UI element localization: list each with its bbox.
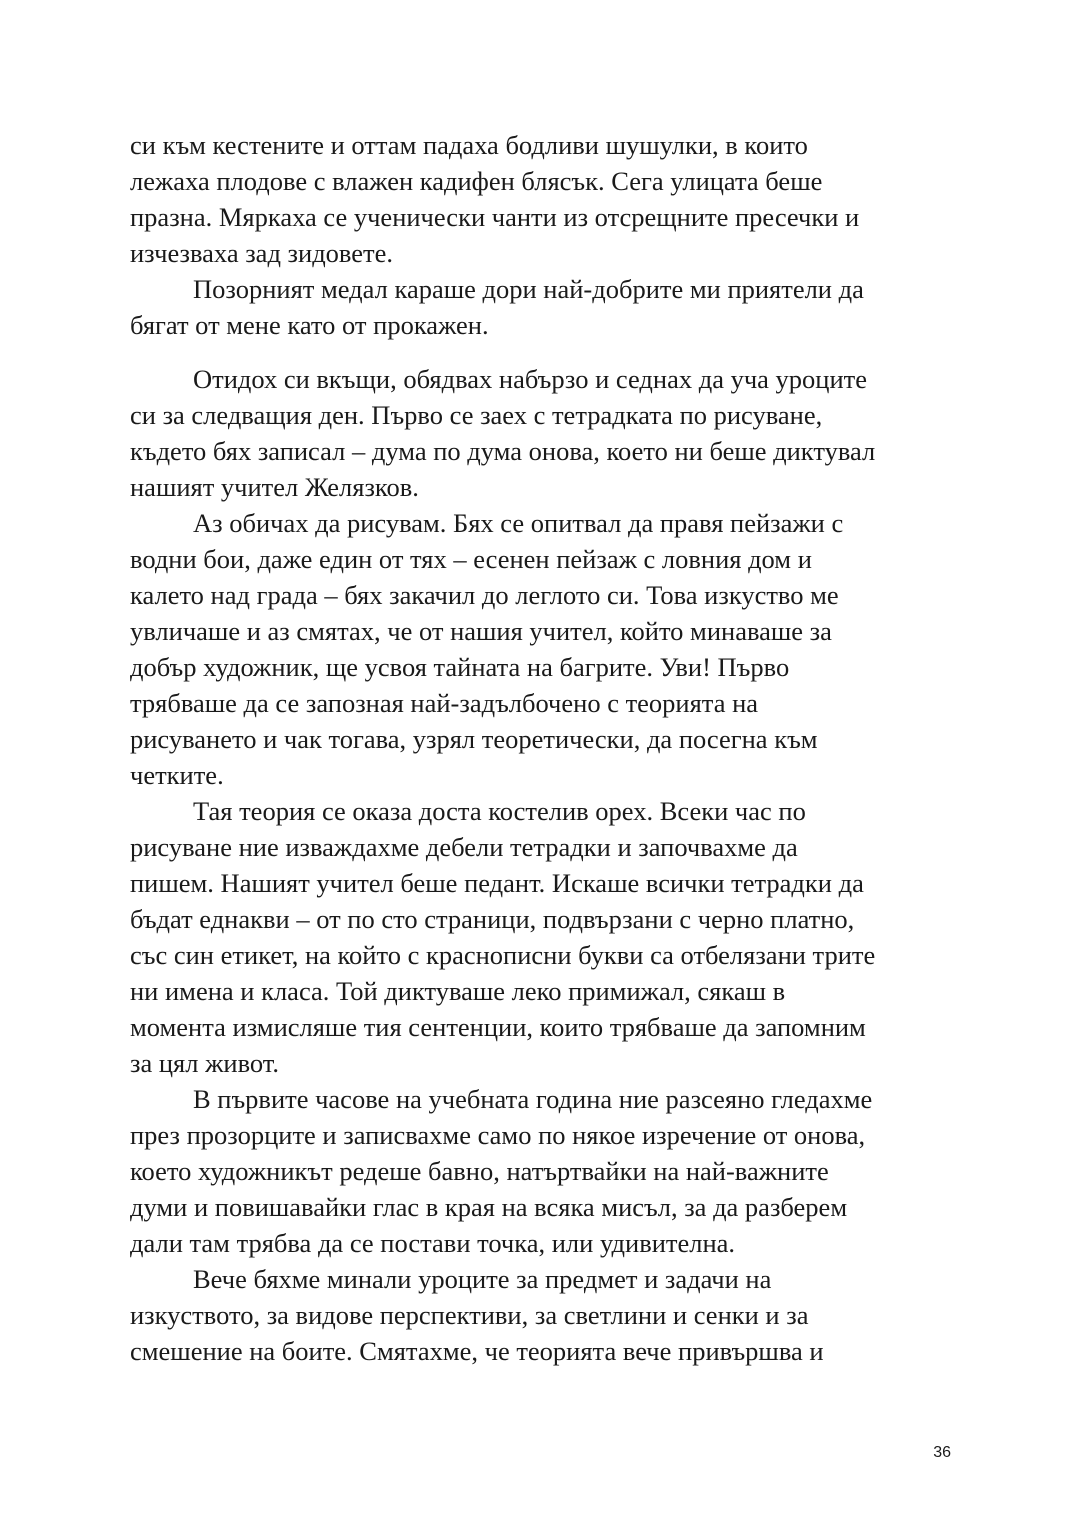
text-line: рисуването и чак тогава, узрял теоретически, да посегна към	[130, 724, 818, 754]
paragraph-first-line: В първите часове на учебната година ние разсеяно гледахме	[193, 1084, 873, 1114]
paragraph-first-line: Вече бяхме минали уроците за предмет и задачи на	[193, 1264, 772, 1294]
text-line: празна. Мяркаха се ученически чанти из отсрещните пресечки и	[130, 202, 860, 232]
paragraph-first-line: Отидох си вкъщи, обядвах набързо и седнах да уча уроците	[193, 364, 868, 394]
text-line: си за следващия ден. Първо се заех с тетрадката по рисуване,	[130, 400, 823, 430]
text-line: бягат от мене като от прокажен.	[130, 310, 489, 340]
text-line: увличаше и аз смятах, че от нашия учител, който минаваше за	[130, 616, 832, 646]
text-line: лежаха плодове с влажен кадифен блясък. Сега улицата беше	[130, 166, 823, 196]
text-line: калето над града – бях закачил до леглото си. Това изкуство ме	[130, 580, 839, 610]
paragraph-first-line: Аз обичах да рисувам. Бях се опитвал да правя пейзажи с	[193, 508, 844, 538]
text-line: което художникът редеше бавно, натъртвайки на най-важните	[130, 1156, 829, 1186]
body-text	[130, 127, 965, 1369]
text-line: си към кестените и оттам падаха бодливи шушулки, в които	[130, 130, 808, 160]
text-line: нашият учител Желязков.	[130, 472, 419, 502]
text-line: през прозорците и записвахме само по някое изречение от онова,	[130, 1120, 866, 1150]
page-number: 36	[933, 1444, 951, 1461]
text-line: пишем. Нашият учител беше педант. Искаше всички тетрадки да	[130, 868, 864, 898]
text-line: смешение на боите. Смятахме, че теорията вече привършва и	[130, 1336, 824, 1366]
text-line: добър художник, ще усвоя тайната на багрите. Уви! Първо	[130, 652, 790, 682]
text-line: момента измисляше тия сентенции, които трябваше да запомним	[130, 1012, 866, 1042]
paragraph-first-line: Позорният медал караше дори най-добрите ми приятели да	[193, 274, 864, 304]
text-line: водни бои, даже един от тях – есенен пейзаж с ловния дом и	[130, 544, 812, 574]
text-line: ни имена и класа. Той диктуваше леко примижал, сякаш в	[130, 976, 786, 1006]
text-line: бъдат еднакви – от по сто страници, подвързани с черно платно,	[130, 904, 855, 934]
text-line: думи и повишавайки глас в края на всяка мисъл, за да разберем	[130, 1192, 848, 1222]
text-line: със син етикет, на който с краснописни букви са отбелязани трите	[130, 940, 876, 970]
text-line: дали там трябва да се постави точка, или удивителна.	[130, 1228, 736, 1258]
text-line: за цял живот.	[130, 1048, 280, 1078]
paragraph-first-line: Тая теория се оказа доста костелив орех. Всеки час по	[193, 796, 806, 826]
text-line: изкуството, за видове перспективи, за светлини и сенки и за	[130, 1300, 809, 1330]
text-line: четките.	[130, 760, 224, 790]
text-line: трябваше да се запозная най-задълбочено с теорията на	[130, 688, 759, 718]
text-line: рисуване ние изваждахме дебели тетрадки и започвахме да	[130, 832, 798, 862]
text-line: където бях записал – дума по дума онова, което ни беше диктувал	[130, 436, 876, 466]
text-line: изчезваха зад зидовете.	[130, 238, 394, 268]
